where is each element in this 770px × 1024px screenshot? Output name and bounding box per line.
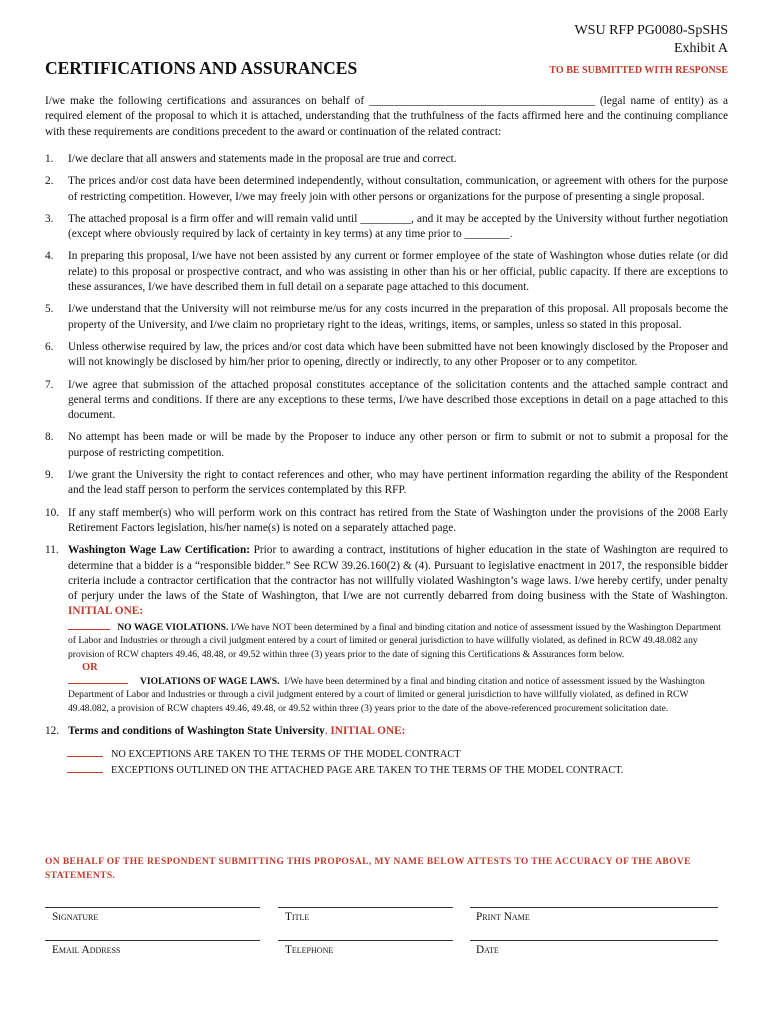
attestation-statement: ON BEHALF OF THE RESPONDENT SUBMITTING THIS PROPOSAL, MY NAME BELOW ATTESTS TO THE ACCURACY OF THE ABOVE STATEMENTS. [45, 857, 691, 881]
email-line[interactable] [45, 940, 260, 941]
item-text: I/we grant the University the right to contact references and other, who may have pertinent information regarding the ability of the Respondent and the lead staff person to perform the services contemplated by this RFP. [68, 469, 728, 497]
initial-no-exceptions-field[interactable] [67, 756, 103, 757]
intro-paragraph: I/we make the following certifications and assurances on behalf of ________________________________________ (legal name of entity) as a required element of the proposal to which it is attached, understanding that the truthfulness of the facts affirmed here and the continuing compliance with these requirements are conditions precedent to the award or continuation of the related contract: [45, 95, 728, 138]
or-label: OR [82, 662, 98, 674]
item-number: 9. [45, 469, 54, 482]
violations-text: I/We have been determined by a final and binding citation and notice of assessment issued by the Washington Department of Labor and Industries or through a civil judgment entered by a court of limited or general jurisdiction to have willfully violated, as defined in RCW 49.48.082, a provision of RCW chapters 49.46, 49.48, or 49.52 within three (3) years prior to the date of the above-referenced procurement solicitation date. [68, 675, 705, 714]
rfp-reference: WSU RFP PG0080-SpSHS [574, 23, 728, 38]
page-title: CERTIFICATIONS AND ASSURANCES [45, 58, 358, 78]
print-name-label: Print Name [476, 911, 530, 923]
wage-options [68, 621, 728, 716]
title-line[interactable] [278, 907, 453, 908]
no-exceptions-text: NO EXCEPTIONS ARE TAKEN TO THE TERMS OF THE MODEL CONTRACT [111, 748, 461, 760]
no-violations-title: NO WAGE VIOLATIONS. [117, 621, 229, 633]
violations-title: VIOLATIONS OF WAGE LAWS. [140, 675, 280, 687]
terms-option-exceptions [67, 763, 728, 779]
list-item [45, 302, 728, 333]
signature-label: Signature [52, 911, 99, 923]
list-item [45, 174, 728, 205]
wage-law-text: Prior to awarding a contract, institutions of higher education in the state of Washington are required to determine that a bidder is a “responsible bidder.” See RCW 39.26.160(2) & (4). Pursuant to legislative enactment in 2017, the responsible bidder criteria include a contractor certification that the contractor has not willfully violated Washington’s wage laws. I/we hereby certify, under penalty of perjury under the laws of the State of Washington, that I/we are not currently debarred from doing business with the State of Washington. [68, 544, 728, 603]
exceptions-text: EXCEPTIONS OUTLINED ON THE ATTACHED PAGE ARE TAKEN TO THE TERMS OF THE MODEL CONTRACT. [111, 764, 624, 776]
item-number: 2. [45, 175, 54, 188]
list-item [45, 468, 728, 499]
item-text: I/we declare that all answers and statements made in the proposal are true and correct. [68, 153, 457, 165]
submission-note: TO BE SUBMITTED WITH RESPONSE [549, 65, 728, 76]
list-item [45, 506, 728, 537]
item-text: The attached proposal is a firm offer and will remain valid until _________, and it may be accepted by the University without further negotiation (except where obviously required by lack of certainty in key terms) at any time prior to ________. [68, 212, 728, 241]
list-item [45, 430, 728, 461]
date-line[interactable] [470, 940, 718, 941]
initial-no-violations-field[interactable] [68, 629, 110, 630]
item-number: 8. [45, 431, 54, 444]
initial-one-label: INITIAL ONE: [68, 605, 144, 618]
terms-heading: Terms and conditions of Washington State University [68, 725, 325, 738]
item-text: I/we understand that the University will not reimburse me/us for any costs incurred in the preparation of this proposal. All proposals become the property of the University, and I/we claim no proprietary right to the ideas, writings, items, or samples, unless so stated in this proposal. [68, 303, 728, 331]
exhibit-label: Exhibit A [673, 41, 728, 56]
list-item [45, 249, 728, 295]
item-text: The prices and/or cost data have been determined independently, without consultation, communication, or agreement with others for the purpose of restricting competition. However, I/we may freely join with other persons or organizations for the purpose of presenting a single proposal. [68, 175, 728, 203]
list-item [45, 378, 728, 424]
no-violations-text: I/We have NOT been determined by a final and binding citation and notice of assessment issued by the Washington Department of Labor and Industries or through a civil judgment entered by a court of limited or general jurisdiction to have willfully violated, as defined in RCW 49.48.082 any provision of RCW chapters 49.46, 48.48, or 49.52 within three (3) years prior to the date of signing this Certifications & Assurances form below. [68, 621, 721, 660]
print-name-line[interactable] [470, 907, 718, 908]
item-number: 6. [45, 340, 54, 353]
item-number: 5. [45, 303, 54, 316]
title-label: Title [285, 911, 310, 923]
item-number: 12. [45, 725, 60, 738]
wage-law-item [45, 543, 728, 715]
list-item [45, 212, 728, 243]
certification-list [45, 152, 728, 779]
date-label: Date [476, 944, 499, 956]
list-item [45, 340, 728, 371]
telephone-label: Telephone [285, 944, 334, 956]
item-number: 10. [45, 506, 60, 519]
item-number: 1. [45, 153, 54, 165]
terms-option-no-exceptions [67, 747, 728, 763]
initial-violations-field[interactable] [68, 683, 128, 684]
document-header [574, 22, 728, 58]
wage-law-heading: Washington Wage Law Certification: [68, 544, 250, 557]
initial-one-label: INITIAL ONE: [330, 725, 406, 738]
list-item [45, 152, 728, 167]
terms-item: 12. Terms and conditions of Washington State University. INITIAL ONE: [45, 724, 728, 739]
email-label: Email Address [52, 944, 121, 956]
item-number: 7. [45, 378, 54, 391]
telephone-line[interactable] [278, 940, 453, 941]
item-number: 3. [45, 212, 54, 225]
signature-line[interactable] [45, 907, 260, 908]
item-number: 11. [45, 544, 59, 557]
item-text: In preparing this proposal, I/we have not been assisted by any current or former employee of the state of Washington whose duties relate (or did relate) to this proposal or prospective contract, and who was assisting in other than his or her official, public capacity. If there are exceptions to these assurances, I/we have described them in full detail on a separate page attached to this document. [68, 250, 728, 294]
item-text: No attempt has been made or will be made by the Proposer to induce any other person or firm to submit or not to submit a proposal for the purpose of restricting competition. [68, 431, 728, 459]
initial-exceptions-field[interactable] [67, 772, 103, 773]
item-text: If any staff member(s) who will perform work on this contract has retired from the State of Washington under the provisions of the 2008 Early Retirement Factors legislation, his/her name(s) is noted on a separately attached page. [68, 506, 728, 534]
item-text: Unless otherwise required by law, the prices and/or cost data which have been submitted have not been knowingly disclosed by the Proposer and will not knowingly be disclosed by him/her prior to opening, directly or indirectly, to any other Proposer or to any competitor. [68, 340, 728, 369]
item-number: 4. [45, 250, 54, 263]
item-text: I/we agree that submission of the attached proposal constitutes acceptance of the solicitation contents and the attached sample contract and general terms and conditions. If there are any exceptions to these terms, I/we have described those exceptions in detail on a page attached to this document. [68, 378, 728, 422]
